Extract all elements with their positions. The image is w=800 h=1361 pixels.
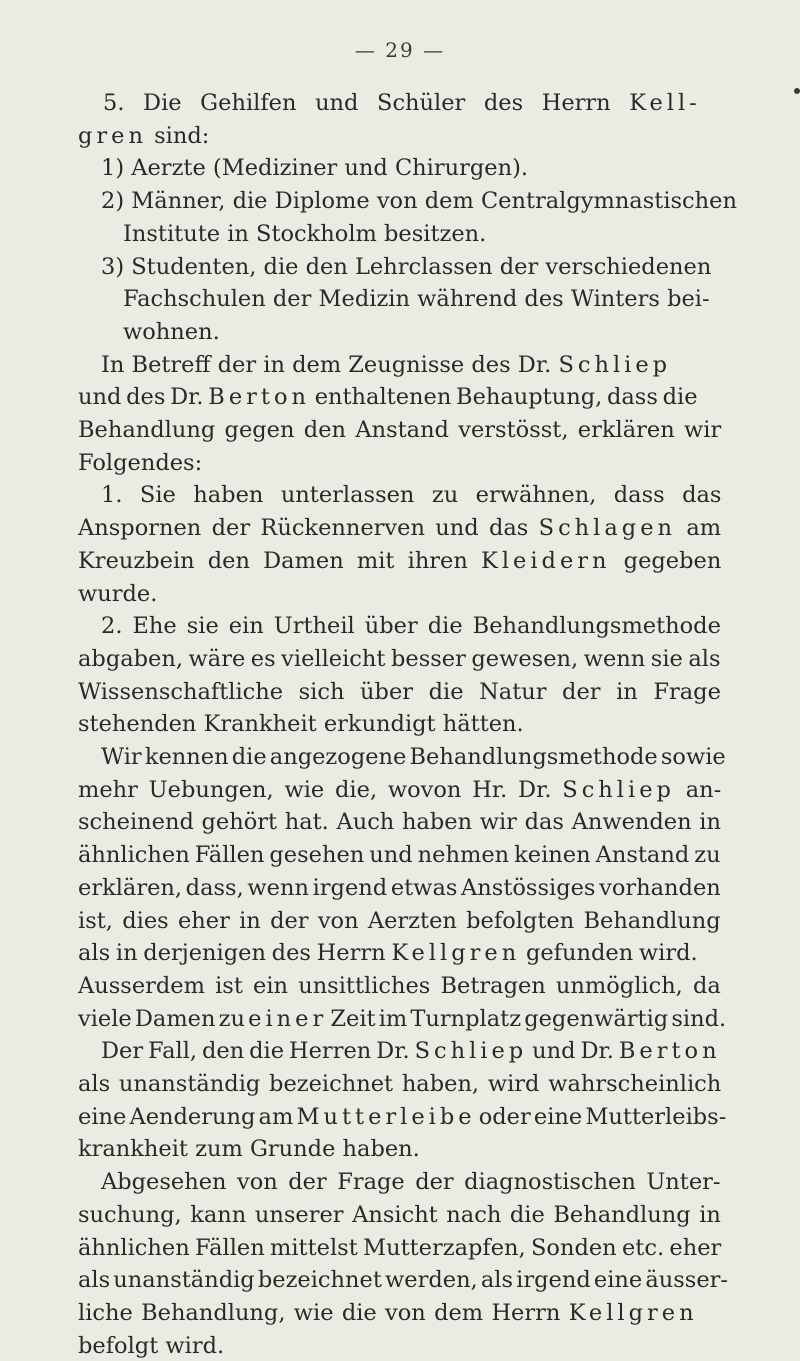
text-segment: gefunden wird. — [520, 940, 698, 966]
text-line — [78, 121, 209, 151]
text-segment: Abgesehen von der Frage der diagnostischen Unter- — [101, 1169, 721, 1195]
text-segment: und Dr. — [527, 1038, 619, 1064]
text-line — [101, 252, 711, 282]
text-line — [78, 1233, 721, 1263]
text-line — [78, 1102, 726, 1132]
text-segment: wohnen. — [123, 319, 220, 345]
text-segment: abgaben, wäre es vielleicht besser gewesen, wenn sie als — [78, 646, 721, 672]
text-segment: am — [676, 515, 722, 541]
text-segment: ähnlichen Fällen mittelst Mutterzapfen, Sonden etc. eher — [78, 1235, 722, 1261]
text-segment: viele Damen zu — [78, 1006, 249, 1032]
text-segment: Institute in Stockholm besitzen. — [123, 221, 487, 247]
spaced-emphasis: Kleidern — [481, 548, 611, 574]
text-segment: und des Dr. — [78, 384, 209, 410]
text-line — [78, 644, 721, 674]
text-line — [101, 480, 721, 510]
text-line — [101, 742, 726, 772]
text-segment: In Betreff der in dem Zeugnisse des Dr. — [101, 352, 559, 378]
spaced-emphasis: Kellgren — [391, 940, 521, 966]
text-line — [78, 448, 202, 478]
text-segment: 5. Die Gehilfen und Schüler des Herrn — [103, 90, 630, 116]
text-line — [78, 807, 721, 837]
text-segment: Ausserdem ist ein unsittliches Betragen unmöglich, da — [78, 973, 721, 999]
text-line — [123, 284, 710, 314]
text-line — [123, 219, 486, 249]
text-line — [78, 415, 721, 445]
spaced-emphasis: Kellgren — [568, 1300, 698, 1326]
text-line — [78, 382, 698, 412]
text-segment: erklären, dass, wenn irgend etwas Anstössiges vorhanden — [78, 875, 721, 901]
text-line — [78, 1134, 420, 1164]
spaced-emphasis: Schliep — [562, 777, 675, 803]
text-segment: als unanständig bezeichnet werden, als irgend eine äusser- — [78, 1267, 729, 1293]
text-line — [123, 317, 220, 347]
text-segment: Fachschulen der Medizin während des Winters bei- — [123, 286, 710, 312]
text-line — [78, 1331, 224, 1361]
text-segment: wurde. — [78, 581, 158, 607]
text-segment: gegeben — [610, 548, 722, 574]
text-line — [78, 1069, 721, 1099]
text-line — [78, 677, 721, 707]
text-line — [78, 971, 721, 1001]
text-segment: mehr Uebungen, wie die, wovon Hr. Dr. — [78, 777, 563, 803]
text-segment: Wissenschaftliche sich über die Natur der in Frage — [78, 679, 721, 705]
text-line — [101, 186, 737, 216]
text-line — [78, 579, 157, 609]
text-line — [101, 153, 528, 183]
text-line — [101, 350, 671, 380]
text-line — [78, 938, 698, 968]
text-line — [78, 513, 721, 543]
text-segment: Wir kennen die angezogene Behandlungsmethode sowie — [101, 744, 726, 770]
text-segment: sind: — [146, 123, 210, 149]
text-segment: scheinend gehört hat. Auch haben wir das Anwenden in — [78, 809, 721, 835]
text-segment: oder eine Mutterleibs- — [475, 1104, 727, 1130]
text-segment: Zeit im Turnplatz gegenwärtig sind. — [327, 1006, 727, 1032]
text-segment: Anspornen der Rückennerven und das — [78, 515, 539, 541]
text-line — [78, 709, 524, 739]
text-segment: Kreuzbein den Damen mit ihren — [78, 548, 482, 574]
text-line — [101, 1036, 721, 1066]
margin-mark — [794, 88, 800, 94]
text-line — [101, 611, 721, 641]
text-segment: 3) Studenten, die den Lehrclassen der verschiedenen — [101, 254, 712, 280]
spaced-emphasis: einer — [248, 1006, 328, 1032]
text-segment: an- — [674, 777, 722, 803]
text-line — [78, 775, 721, 805]
text-segment: 1. Sie haben unterlassen zu erwähnen, dass das — [101, 482, 722, 508]
text-line — [78, 1298, 698, 1328]
spaced-emphasis: Berton — [208, 384, 310, 410]
text-segment: liche Behandlung, wie die von dem Herrn — [78, 1300, 569, 1326]
spaced-emphasis: Schliep — [414, 1038, 528, 1064]
text-segment: 1) Aerzte (Mediziner und Chirurgen). — [101, 155, 529, 181]
text-segment: 2. Ehe sie ein Urtheil über die Behandlungsmethode — [101, 613, 721, 639]
text-segment: Behandlung gegen den Anstand verstösst, erklären wir — [78, 417, 722, 443]
spaced-emphasis: Schliep — [558, 352, 672, 378]
text-line — [78, 906, 721, 936]
text-segment: als unanständig bezeichnet haben, wird wahrscheinlich — [78, 1071, 722, 1097]
text-segment: krankheit zum Grunde haben. — [78, 1136, 420, 1162]
spaced-emphasis: Kell- — [629, 90, 701, 116]
text-line — [78, 1265, 728, 1295]
text-segment: Folgendes: — [78, 450, 203, 476]
spaced-emphasis: gren — [78, 123, 147, 149]
spaced-emphasis: Berton — [618, 1038, 721, 1064]
text-segment: eine Aenderung am — [78, 1104, 297, 1130]
text-line — [78, 1004, 726, 1034]
text-segment: ähnlichen Fällen gesehen und nehmen keinen Anstand zu — [78, 842, 721, 868]
text-line — [103, 88, 701, 118]
text-segment: stehenden Krankheit erkundigt hätten. — [78, 711, 524, 737]
text-segment: befolgt wird. — [78, 1333, 225, 1359]
text-line — [78, 873, 721, 903]
spaced-emphasis: Schlagen — [538, 515, 676, 541]
text-line — [78, 1200, 721, 1230]
text-segment: ist, dies eher in der von Aerzten befolgten Behandlung — [78, 908, 721, 934]
page-number: — 29 — — [354, 38, 446, 62]
spaced-emphasis: Mutterleibe — [296, 1104, 476, 1130]
text-line — [78, 840, 721, 870]
text-segment: 2) Männer, die Diplome von dem Centralgymnastischen — [101, 188, 737, 214]
text-segment: suchung, kann unserer Ansicht nach die Behandlung in — [78, 1202, 721, 1228]
text-segment: als in derjenigen des Herrn — [78, 940, 392, 966]
text-line — [101, 1167, 721, 1197]
text-segment: enthaltenen Behauptung, dass die — [309, 384, 698, 410]
text-segment: Der Fall, den die Herren Dr. — [101, 1038, 415, 1064]
text-line — [78, 546, 721, 576]
